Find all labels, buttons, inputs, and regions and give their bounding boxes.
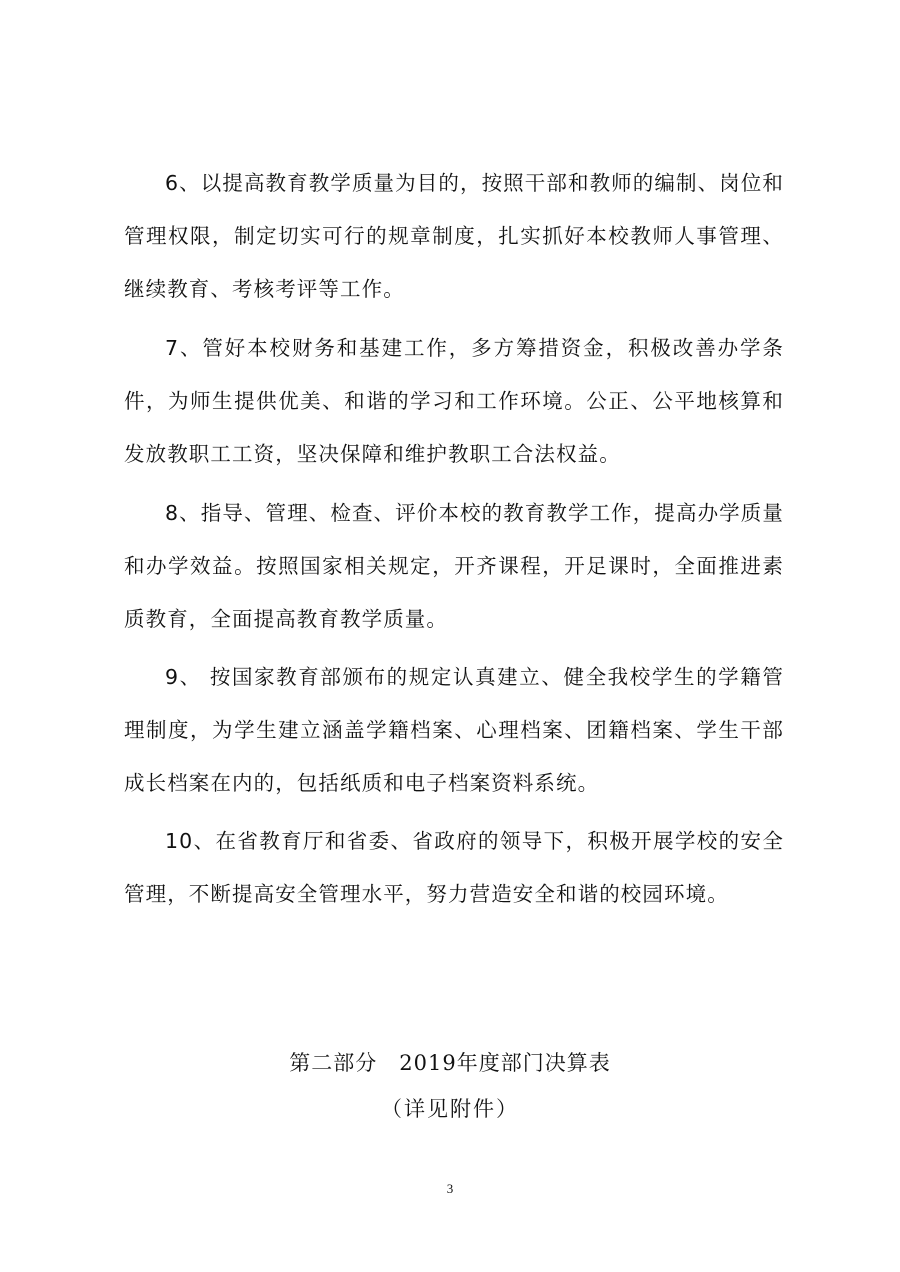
- paragraph-item-8: 8、指导、管理、检查、评价本校的教育教学工作，提高办学质量和办学效益。按照国家相关规定，开齐课程，开足课时，全面推进素质教育，全面提高教育教学质量。: [124, 501, 784, 631]
- section-note: （详见附件）: [381, 1097, 519, 1121]
- section-heading: 第二部分 2019年度部门决算表: [289, 1051, 611, 1075]
- paragraph-item-7: 7、管好本校财务和基建工作，多方筹措资金，积极改善办学条件，为师生提供优美、和谐的学习和工作环境。公正、公平地核算和发放教职工工资，坚决保障和维护教职工合法权益。: [124, 336, 784, 466]
- paragraph-item-6: 6、以提高教育教学质量为目的，按照干部和教师的编制、岗位和管理权限，制定切实可行的规章制度，扎实抓好本校教师人事管理、继续教育、考核考评等工作。: [124, 171, 784, 301]
- paragraph-item-10: 10、在省教育厅和省委、省政府的领导下，积极开展学校的安全管理，不断提高安全管理水平，努力营造安全和谐的校园环境。: [124, 829, 784, 906]
- paragraph-item-9: 9、 按国家教育部颁布的规定认真建立、健全我校学生的学籍管理制度，为学生建立涵盖学籍档案、心理档案、团籍档案、学生干部成长档案在内的，包括纸质和电子档案资料系统。: [124, 665, 784, 795]
- page-number: 3: [446, 1181, 454, 1196]
